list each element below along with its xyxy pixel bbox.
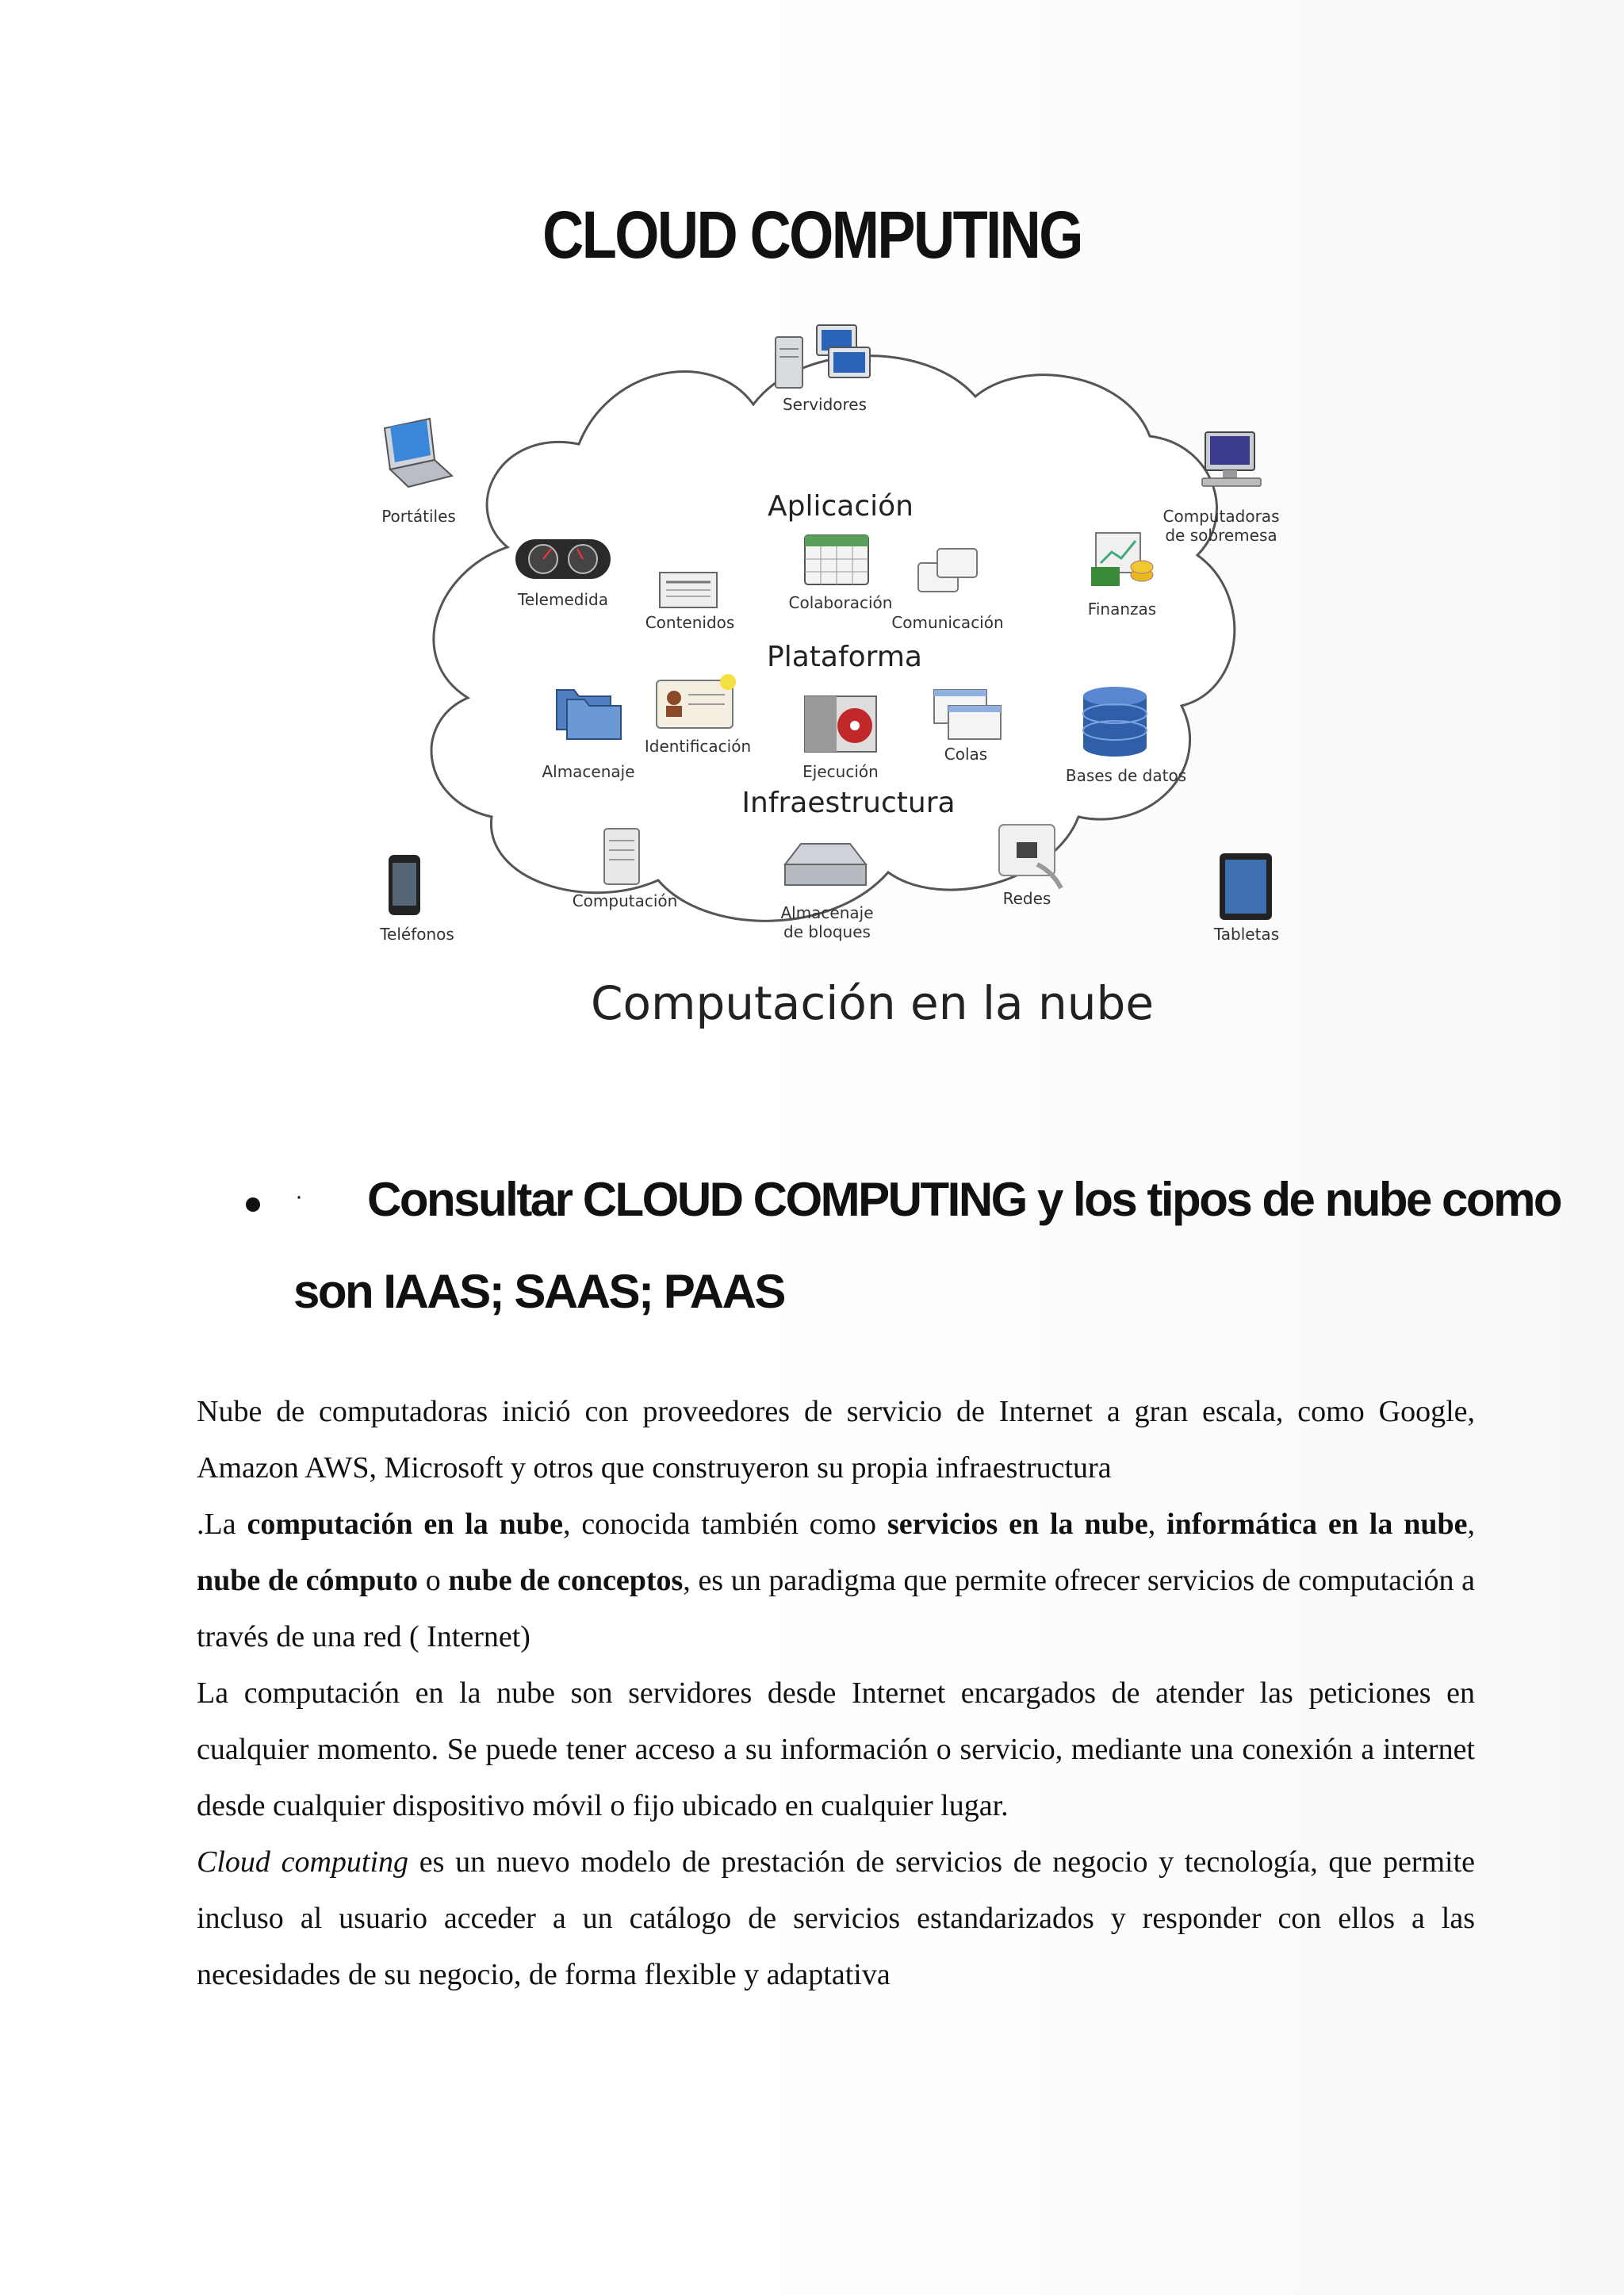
label-collaboration: Colaboración <box>788 593 893 612</box>
label-runtime: Ejecución <box>802 762 879 781</box>
label-desktops-1: Computadoras <box>1162 507 1280 526</box>
term-cloud-services: servicios en la nube <box>887 1508 1148 1541</box>
label-compute: Computación <box>572 891 678 910</box>
heading-line-1: Consultar CLOUD COMPUTING y los tipos de nube como <box>367 1173 1561 1226</box>
runtime-disc-icon <box>805 696 876 752</box>
database-icon <box>1083 687 1147 757</box>
term-compute-cloud: nube de cómputo <box>197 1564 419 1597</box>
p2-text-5: , es un paradigma que permite ofrecer servicios de computación a través de una red ( Internet) <box>197 1564 1476 1653</box>
label-content: Contenidos <box>645 613 735 632</box>
label-servers: Servidores <box>782 395 868 414</box>
body-text <box>197 1384 1475 2003</box>
label-desktops-2: de sobremesa <box>1165 526 1277 545</box>
layer-application: Aplicación <box>768 490 914 523</box>
paragraph-4 <box>197 1834 1475 2003</box>
p2-prefix: .La <box>197 1508 247 1541</box>
paragraph-1 <box>197 1384 1475 1496</box>
label-network: Redes <box>1002 889 1051 908</box>
tablet-icon <box>1220 853 1272 920</box>
term-cloud-computing: computación en la nube <box>247 1508 563 1541</box>
paragraph-3: La computación en la nube son servidores desde Internet encargados de atender las peticiones en cualquier momento. Se puede tener acceso a su información o servicio, mediante una conexión a internet desde cualquier dispositivo móvil o fijo ubicado en cualquier lugar. <box>197 1676 1475 1822</box>
p4-rest: es un nuevo modelo de prestación de servicios de negocio y tecnología, que permite incluso al usuario acceder a un catálogo de servicios estandarizados y responder con ellos a las necesidades de su negocio, de forma flexible y adaptativa <box>197 1845 1476 1991</box>
term-concept-cloud: nube de conceptos <box>448 1564 684 1597</box>
heading-line-2: son IAAS; SAAS; PAAS <box>293 1265 784 1318</box>
diagram-caption: Computación en la nube <box>590 976 1155 1030</box>
newspaper-icon <box>660 573 717 607</box>
label-tablets: Tabletas <box>1213 925 1280 944</box>
desktop-computer-icon <box>1202 432 1261 486</box>
p1-line-1: Nube de computadoras inició con proveedores de servicio de Internet a gran escala, como <box>197 1395 1365 1428</box>
block-storage-icon <box>785 844 866 885</box>
compute-server-icon <box>604 829 639 884</box>
label-monitoring: Telemedida <box>518 590 608 609</box>
p2-text-3: , <box>1467 1508 1476 1541</box>
gauge-icon <box>515 539 611 579</box>
p1-line-2: Google, Amazon AWS, Microsoft y otros que construyeron su propia infraestructura <box>197 1395 1475 1485</box>
page-title: CLOUD COMPUTING <box>542 197 1082 272</box>
label-block-storage-1: Almacenaje <box>780 903 874 922</box>
phone-icon <box>389 855 420 915</box>
label-queues: Colas <box>944 745 988 764</box>
calendar-icon <box>805 535 868 584</box>
section-heading <box>238 1154 1561 1338</box>
term-cloud-informatics: informática en la nube <box>1166 1508 1468 1541</box>
id-card-icon <box>657 674 736 728</box>
label-communication: Comunicación <box>891 613 1004 632</box>
p2-text-2: , <box>1147 1508 1167 1541</box>
folder-icon <box>557 690 621 739</box>
layer-infrastructure: Infraestructura <box>741 787 956 819</box>
layer-platform: Plataforma <box>767 641 922 673</box>
label-identity: Identificación <box>644 737 752 756</box>
label-phones: Teléfonos <box>380 925 454 944</box>
p2-text-4: o <box>418 1564 449 1597</box>
label-databases: Bases de datos <box>1065 766 1187 785</box>
label-storage: Almacenaje <box>542 762 635 781</box>
cloud-computing-diagram <box>373 309 1308 1071</box>
heading-marker: · <box>295 1183 303 1209</box>
paragraph-2 <box>197 1496 1475 1665</box>
label-finance: Finanzas <box>1087 600 1157 619</box>
laptop-icon <box>385 419 452 487</box>
cloud-shape <box>431 356 1235 921</box>
label-block-storage-2: de bloques <box>783 922 871 941</box>
p2-text-1: , conocida también como <box>562 1508 887 1541</box>
label-laptops: Portátiles <box>381 507 456 526</box>
term-cloud-computing-italic: Cloud computing <box>197 1845 409 1879</box>
